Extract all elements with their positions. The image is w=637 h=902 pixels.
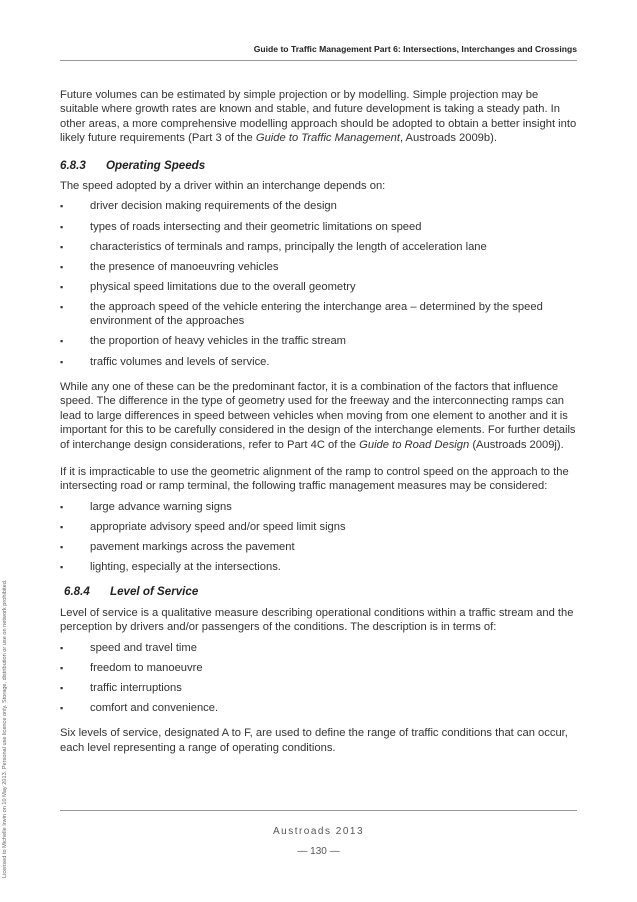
list-item: ▪ appropriate advisory speed and/or speed limit signs — [60, 520, 577, 534]
list-item: ▪ freedom to manoeuvre — [60, 661, 577, 675]
list-item: ▪ types of roads intersecting and their geometric limitations on speed — [60, 220, 577, 234]
section-number: 6.8.4 — [64, 585, 90, 599]
paragraph-level-of-service: Level of service is a qualitative measure describing operational conditions within a traffic stream and the perception by drivers and/or passengers of the conditions. The description is in terms of: — [60, 606, 574, 634]
list-item: ▪ comfort and convenience. — [60, 701, 577, 715]
licence-watermark: Licensed to Michelle Irwin on 10 May 2013. Personal use licence only. Storage, distribution or use on network prohibited. — [2, 579, 8, 878]
list-item: ▪ the approach speed of the vehicle entering the interchange area – determined by the speed environment of the approaches — [60, 300, 577, 329]
los-terms-list — [60, 641, 577, 716]
measures-list — [60, 500, 577, 575]
section-title: Level of Service — [110, 585, 199, 599]
section-number: 6.8.3 — [60, 158, 86, 172]
list-item: ▪ pavement markings across the pavement — [60, 540, 577, 554]
page-number: — 130 — — [297, 846, 340, 857]
footer-organisation: Austroads 2013 — [272, 826, 365, 837]
section-title: Operating Speeds — [106, 158, 206, 172]
list-item: ▪ lighting, especially at the intersections. — [60, 560, 577, 574]
list-item: ▪ traffic volumes and levels of service. — [60, 355, 577, 369]
paragraph-speed-intro: The speed adopted by a driver within an interchange depends on: — [60, 180, 386, 193]
list-item: ▪ driver decision making requirements of the design — [60, 199, 577, 213]
speed-factors-list — [60, 199, 577, 368]
paragraph-factors: While any one of these can be the predominant factor, it is a combination of the factors that influence speed. The difference in the type of geometry used for the freeway and the interconnecting ramps can lead to large differences in speed between vehicles when moving from one element to another and it is important for this to be carefully considered in the design of the interchange elements. For further details of interchange design considerations, refer to Part 4C of the Guide to Road Design (Austroads 2009j). — [60, 380, 576, 451]
reference-title: Guide to Traffic Management — [255, 132, 400, 145]
footer-divider — [60, 810, 577, 811]
section-heading-level-of-service — [60, 585, 577, 599]
list-item: ▪ physical speed limitations due to the overall geometry — [60, 280, 577, 294]
list-item: ▪ the proportion of heavy vehicles in the traffic stream — [60, 334, 577, 348]
paragraph-impracticable: If it is impracticable to use the geometric alignment of the ramp to control speed on the approach to the intersecting road or ramp terminal, the following traffic management measures may be considered: — [60, 465, 569, 493]
list-item: ▪ characteristics of terminals and ramps, principally the length of acceleration lane — [60, 240, 577, 254]
paragraph-six-levels: Six levels of service, designated A to F, are used to define the range of traffic conditions that can occur, each level representing a range of operating conditions. — [60, 727, 568, 754]
list-item: ▪ speed and travel time — [60, 641, 577, 655]
header-divider — [60, 60, 577, 61]
section-heading-operating-speeds — [60, 159, 577, 173]
paragraph-future-volumes: Future volumes can be estimated by simple projection or by modelling. Simple projection may be suitable where growth rates are known and stable, and future development is taking a steady path. In other areas, a more comprehensive modelling approach should be adopted to obtain a better insight into likely future requirements (Part 3 of the Guide to Traffic Management, Austroads 2009b). — [60, 89, 577, 145]
running-header: Guide to Traffic Management Part 6: Intersections, Interchanges and Crossings — [253, 44, 577, 54]
list-item: ▪ large advance warning signs — [60, 500, 577, 514]
reference-title: Guide to Road Design — [359, 438, 470, 451]
list-item: ▪ the presence of manoeuvring vehicles — [60, 260, 577, 274]
list-item: ▪ traffic interruptions — [60, 681, 577, 695]
page-body — [60, 88, 577, 768]
